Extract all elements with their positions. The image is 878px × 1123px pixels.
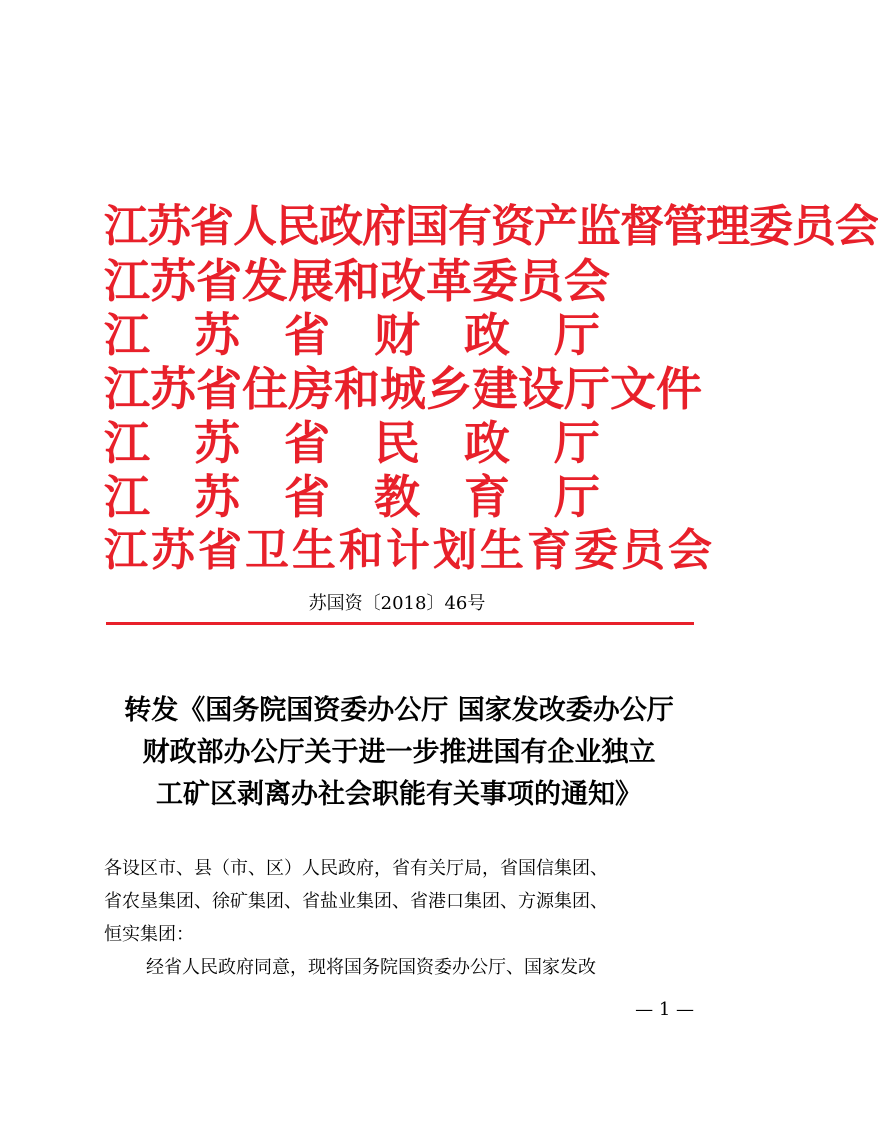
- issuer-char: 厅: [554, 416, 600, 470]
- issuer-line-health: [104, 524, 715, 578]
- issuer-char: 件: [656, 362, 702, 416]
- issuer-char: 教: [374, 470, 420, 524]
- issuer-char: 乡: [426, 362, 472, 416]
- issuer-char: 展: [288, 254, 334, 308]
- issuer-char: 发: [242, 254, 288, 308]
- issuer-char: 厅: [564, 362, 610, 416]
- issuer-char: 苏: [150, 362, 196, 416]
- issuer-char: 改: [380, 254, 426, 308]
- issuer-line-ndrc: [104, 254, 610, 308]
- issuer-char: 和: [334, 254, 380, 308]
- issuer-char: 民: [374, 416, 420, 470]
- issuer-char: 和: [334, 362, 380, 416]
- page-number: — 1 —: [635, 999, 694, 1020]
- issuer-char: 苏: [150, 254, 196, 308]
- issuer-char: 厅: [554, 308, 600, 362]
- document-number: 苏国资〔2018〕46号: [308, 593, 486, 614]
- issuer-char: 省: [196, 254, 242, 308]
- issuer-char: 文: [610, 362, 656, 416]
- title-line-3: 工矿区剥离办社会职能有关事项的通知》: [156, 779, 642, 810]
- issuer-char: 江: [104, 254, 150, 308]
- issuer-char: 住: [242, 362, 288, 416]
- issuer-char: 政: [464, 308, 510, 362]
- issuer-line-education: [104, 470, 600, 524]
- document-body: [104, 852, 696, 984]
- issuer-char: 省: [284, 416, 330, 470]
- recipients-line-3: 恒实集团：: [104, 924, 194, 945]
- issuer-char: 省: [284, 308, 330, 362]
- issuer-char: 革: [426, 254, 472, 308]
- recipients-line-2: 省农垦集团、徐矿集团、省盐业集团、省港口集团、方源集团、: [104, 891, 608, 912]
- issuer-char: 财: [374, 308, 420, 362]
- issuing-agencies: [104, 200, 878, 578]
- issuer-char: 江: [104, 308, 150, 362]
- issuer-text: 江苏省人民政府国有资产监督管理委员会: [104, 201, 878, 252]
- red-divider-line: [106, 622, 694, 625]
- issuer-char: 厅: [554, 470, 600, 524]
- issuer-char: 省: [284, 470, 330, 524]
- issuer-char: 员: [518, 254, 564, 308]
- issuer-char: 苏: [194, 308, 240, 362]
- recipients-line-1: 各设区市、县（市、区）人民政府，省有关厅局，省国信集团、: [104, 858, 608, 879]
- title-line-2: 财政部办公厅关于进一步推进国有企业独立: [142, 737, 656, 768]
- issuer-char: 省: [196, 362, 242, 416]
- issuer-char: 房: [288, 362, 334, 416]
- document-title: [104, 690, 694, 816]
- body-paragraph-1: 经省人民政府同意，现将国务院国资委办公厅、国家发改: [146, 957, 596, 978]
- issuer-char: 建: [472, 362, 518, 416]
- title-line-1: 转发《国务院国资委办公厅 国家发改委办公厅: [124, 695, 674, 726]
- issuer-char: 会: [564, 254, 610, 308]
- issuer-char: 育: [464, 470, 510, 524]
- issuer-text: 江苏省卫生和计划生育委员会: [104, 525, 715, 576]
- issuer-char: 政: [464, 416, 510, 470]
- issuer-line-civil-affairs: [104, 416, 600, 470]
- issuer-char: 江: [104, 470, 150, 524]
- issuer-line-finance: [104, 308, 600, 362]
- issuer-char: 江: [104, 362, 150, 416]
- issuer-char: 城: [380, 362, 426, 416]
- issuer-char: 设: [518, 362, 564, 416]
- issuer-line-sasac: [104, 200, 878, 254]
- issuer-char: 苏: [194, 416, 240, 470]
- issuer-char: 江: [104, 416, 150, 470]
- issuer-line-housing: [104, 362, 702, 416]
- issuer-char: 委: [472, 254, 518, 308]
- issuer-char: 苏: [194, 470, 240, 524]
